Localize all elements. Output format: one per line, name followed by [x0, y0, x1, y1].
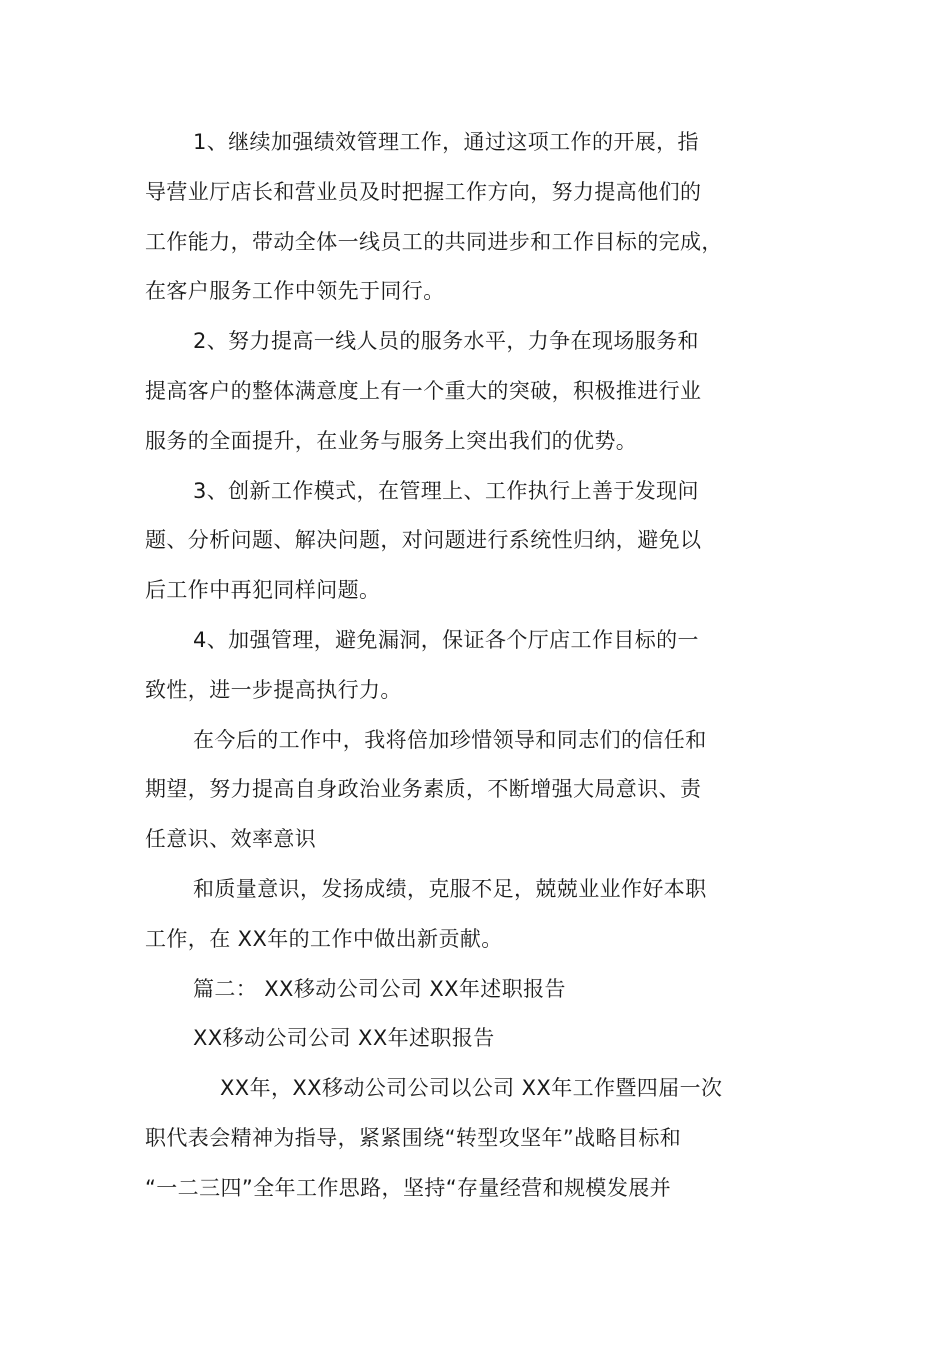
- paragraph-line: 和质量意识，发扬成绩，克服不足，兢兢业业作好本职: [193, 877, 707, 901]
- paragraph-line: 在今后的工作中，我将倍加珍惜领导和同志们的信任和: [193, 728, 707, 752]
- paragraph-line: 后工作中再犯同样问题。: [145, 578, 381, 602]
- paragraph-line: 2、努力提高一线人员的服务水平，力争在现场服务和: [193, 329, 699, 353]
- paragraph-line: 服务的全面提升，在业务与服务上突出我们的优势。: [145, 429, 638, 453]
- paragraph-line: 提高客户的整体满意度上有一个重大的突破，积极推进行业: [145, 379, 702, 403]
- paragraph-line: 任意识、效率意识: [145, 827, 317, 851]
- paragraph-line: 3、创新工作模式，在管理上、工作执行上善于发现问: [193, 479, 699, 503]
- paragraph-line: 4、加强管理，避免漏洞，保证各个厅店工作目标的一: [193, 628, 699, 652]
- paragraph-line: 工作能力，带动全体一线员工的共同进步和工作目标的完成，: [145, 230, 723, 254]
- paragraph-line: 期望，努力提高自身政治业务素质，不断增强大局意识、责: [145, 777, 702, 801]
- paragraph-line: 在客户服务工作中领先于同行。: [145, 279, 445, 303]
- paragraph-line: 工作，在 XX年的工作中做出新贡献。: [145, 927, 503, 951]
- section-heading: 篇二： XX移动公司公司 XX年述职报告: [193, 977, 566, 1001]
- paragraph-line: 职代表会精神为指导，紧紧围绕“转型攻坚年”战略目标和: [145, 1126, 682, 1150]
- paragraph-line: 致性，进一步提高执行力。: [145, 678, 402, 702]
- paragraph-line: 导营业厅店长和营业员及时把握工作方向，努力提高他们的: [145, 180, 702, 204]
- section-subtitle: XX移动公司公司 XX年述职报告: [193, 1026, 495, 1050]
- paragraph-line: “一二三四”全年工作思路，坚持“存量经营和规模发展并: [145, 1176, 672, 1200]
- paragraph-line: 1、继续加强绩效管理工作，通过这项工作的开展，指: [193, 130, 699, 154]
- paragraph-line: XX年，XX移动公司公司以公司 XX年工作暨四届一次: [220, 1076, 723, 1100]
- paragraph-line: 题、分析问题、解决问题，对问题进行系统性归纳，避免以: [145, 528, 702, 552]
